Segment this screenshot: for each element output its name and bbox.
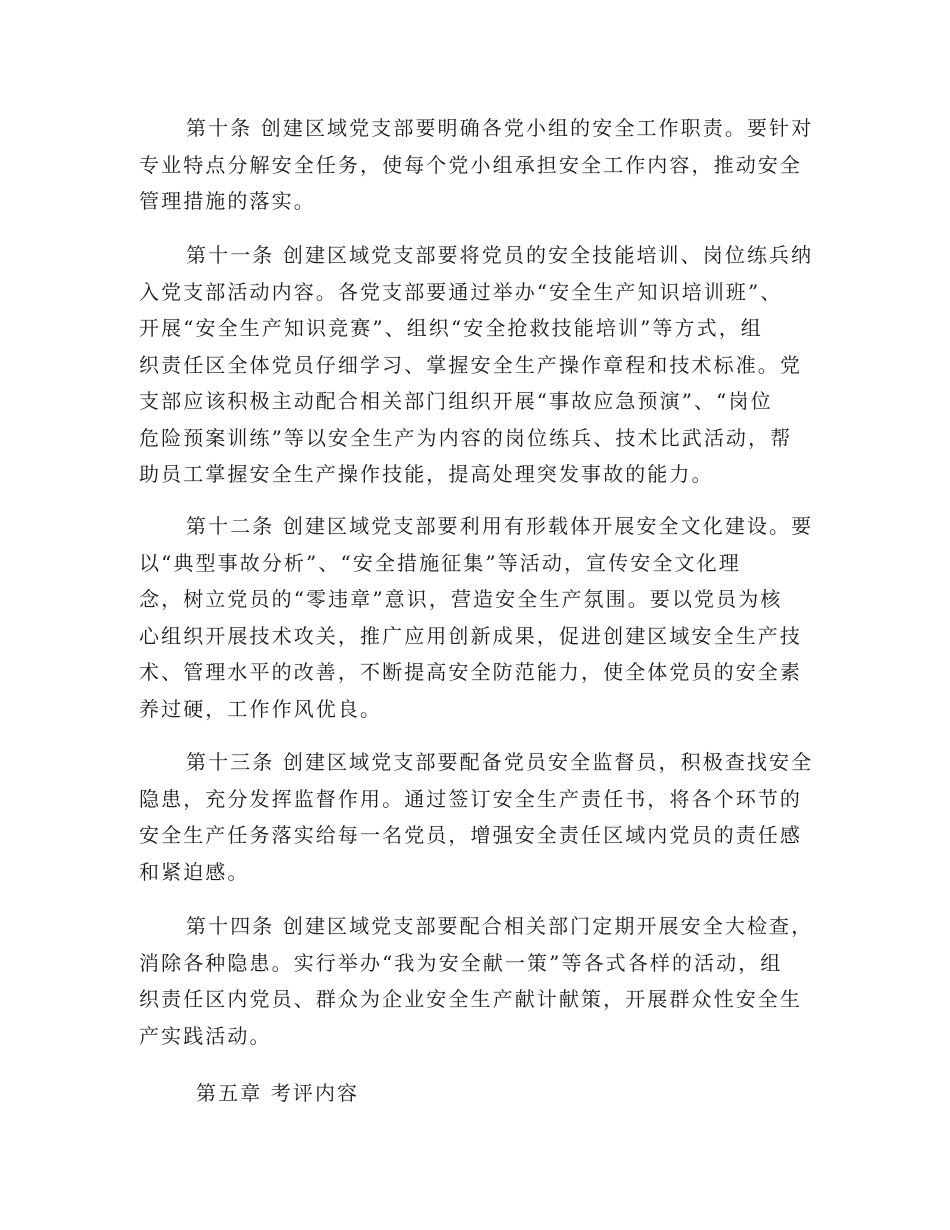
chapter-heading: 第五章 考评内容 xyxy=(196,1081,360,1105)
paragraph-line: 入党支部活动内容。各党支部要通过举办“安全生产知识培训班”、 xyxy=(139,279,783,304)
paragraph-line: 第十条 创建区域党支部要明确各党小组的安全工作职责。要针对 xyxy=(186,116,814,140)
article-14-paragraph xyxy=(139,908,814,1054)
paragraph-line: 养过硬，工作作风优良。 xyxy=(139,696,383,721)
paragraph-line: 支部应该积极主动配合相关部门组织开展“事故应急预演”、“岗位 xyxy=(139,389,773,413)
article-13-paragraph xyxy=(139,744,814,890)
paragraph-line: 以“典型事故分析”、“安全措施征集”等活动，宣传安全文化理 xyxy=(139,550,741,575)
paragraph-line: 助员工掌握安全生产操作技能，提高处理突发事故的能力。 xyxy=(139,462,714,486)
paragraph-line: 管理措施的落实。 xyxy=(139,189,316,213)
paragraph-line: 和紧迫感。 xyxy=(139,859,250,884)
paragraph-line: 术、管理水平的改善，不断提高安全防范能力，使全体党员的安全素 xyxy=(139,660,802,684)
paragraph-line: 心组织开展技术攻关，推广应用创新成果，促进创建区域安全生产技 xyxy=(139,623,802,648)
paragraph-line: 专业特点分解安全任务，使每个党小组承担安全工作内容，推动安全 xyxy=(139,152,802,177)
article-11-paragraph xyxy=(139,237,814,493)
paragraph-line: 消除各种隐患。实行举办“我为安全献一策”等各式各样的活动，组 xyxy=(139,950,783,975)
paragraph-line: 第十一条 创建区域党支部要将党员的安全技能培训、岗位练兵纳 xyxy=(186,243,814,267)
paragraph-line: 产实践活动。 xyxy=(139,1023,272,1048)
paragraph-line: 第十四条 创建区域党支部要配合相关部门定期开展安全大检查， xyxy=(186,914,814,938)
paragraph-line: 安全生产任务落实给每一名党员，增强安全责任区域内党员的责任感 xyxy=(139,823,802,847)
paragraph-line: 织责任区全体党员仔细学习、掌握安全生产操作章程和技术标准。党 xyxy=(139,352,802,377)
paragraph-line: 织责任区内党员、群众为企业安全生产献计献策，开展群众性安全生 xyxy=(139,987,802,1011)
paragraph-line: 开展“安全生产知识竞赛”、组织“安全抢救技能培训”等方式，组 xyxy=(139,316,763,340)
paragraph-line: 危险预案训练”等以安全生产为内容的岗位练兵、技术比武活动，帮 xyxy=(139,425,793,450)
paragraph-line: 隐患，充分发挥监督作用。通过签订安全生产责任书，将各个环节的 xyxy=(139,786,802,811)
article-10-paragraph xyxy=(139,110,814,220)
paragraph-line: 第十二条 创建区域党支部要利用有形载体开展安全文化建设。要 xyxy=(186,514,814,538)
article-12-paragraph xyxy=(139,508,814,727)
paragraph-line: 念，树立党员的“零违章”意识，营造安全生产氛围。要以党员为核 xyxy=(139,587,783,611)
paragraph-line: 第十三条 创建区域党支部要配备党员安全监督员，积极查找安全 xyxy=(186,750,814,774)
